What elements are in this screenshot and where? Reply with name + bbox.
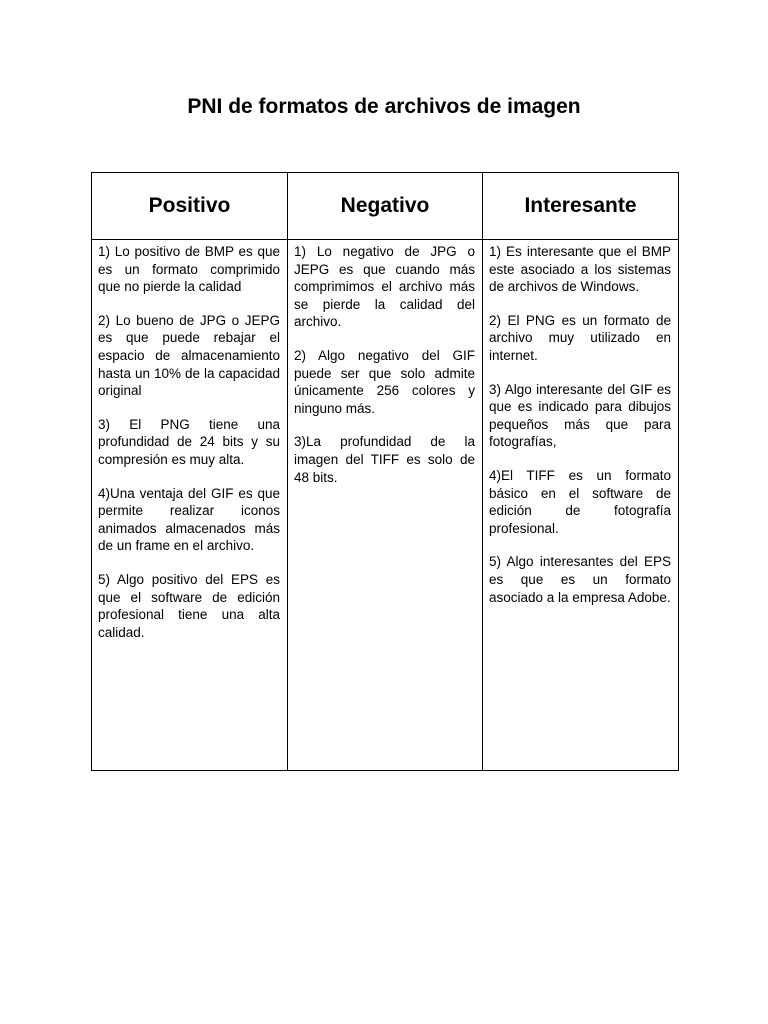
table-body-row [92, 240, 679, 771]
positive-point: 2) Lo bueno de JPG o JEPG es que puede rebajar el espacio de almacenamiento hasta un 10% de la capacidad original [98, 312, 280, 399]
header-interesting: Interesante [483, 173, 679, 240]
pni-table [91, 172, 679, 771]
negative-point: 1) Lo negativo de JPG o JEPG es que cuando más comprimimos el archivo más se pierde la calidad del archivo. [294, 244, 475, 330]
interesting-point: 2) El PNG es un formato de archivo muy utilizado en internet. [489, 312, 671, 363]
positive-point: 1) Lo positivo de BMP es que es un formato comprimido que no pierde la calidad [98, 244, 280, 295]
negative-point: 3)La profundidad de la imagen del TIFF es solo de 48 bits. [294, 434, 475, 485]
interesting-column [483, 240, 679, 771]
header-positive: Positivo [92, 173, 288, 240]
negative-column [288, 240, 483, 771]
document-title: PNI de formatos de archivos de imagen [187, 95, 581, 118]
interesting-point: 4)El TIFF es un formato básico en el software de edición de fotografía profesional. [489, 467, 671, 536]
interesting-point: 3) Algo interesante del GIF es que es indicado para dibujos pequeños más que para fotografías, [489, 381, 671, 450]
interesting-point: 5) Algo interesantes del EPS es que es un formato asociado a la empresa Adobe. [489, 554, 671, 605]
negative-point: 2) Algo negativo del GIF puede ser que solo admite únicamente 256 colores y ninguno más. [294, 347, 475, 416]
positive-point: 3) El PNG tiene una profundidad de 24 bits y su compresión es muy alta. [98, 416, 280, 467]
positive-point: 4)Una ventaja del GIF es que permite realizar iconos animados almacenados más de un frame en el archivo. [98, 485, 280, 554]
positive-point: 5) Algo positivo del EPS es que el software de edición profesional tiene una alta calidad. [98, 571, 280, 640]
positive-column [92, 240, 288, 771]
table-header-row [92, 173, 679, 240]
interesting-point: 1) Es interesante que el BMP este asociado a los sistemas de archivos de Windows. [489, 244, 671, 295]
header-negative: Negativo [288, 173, 483, 240]
